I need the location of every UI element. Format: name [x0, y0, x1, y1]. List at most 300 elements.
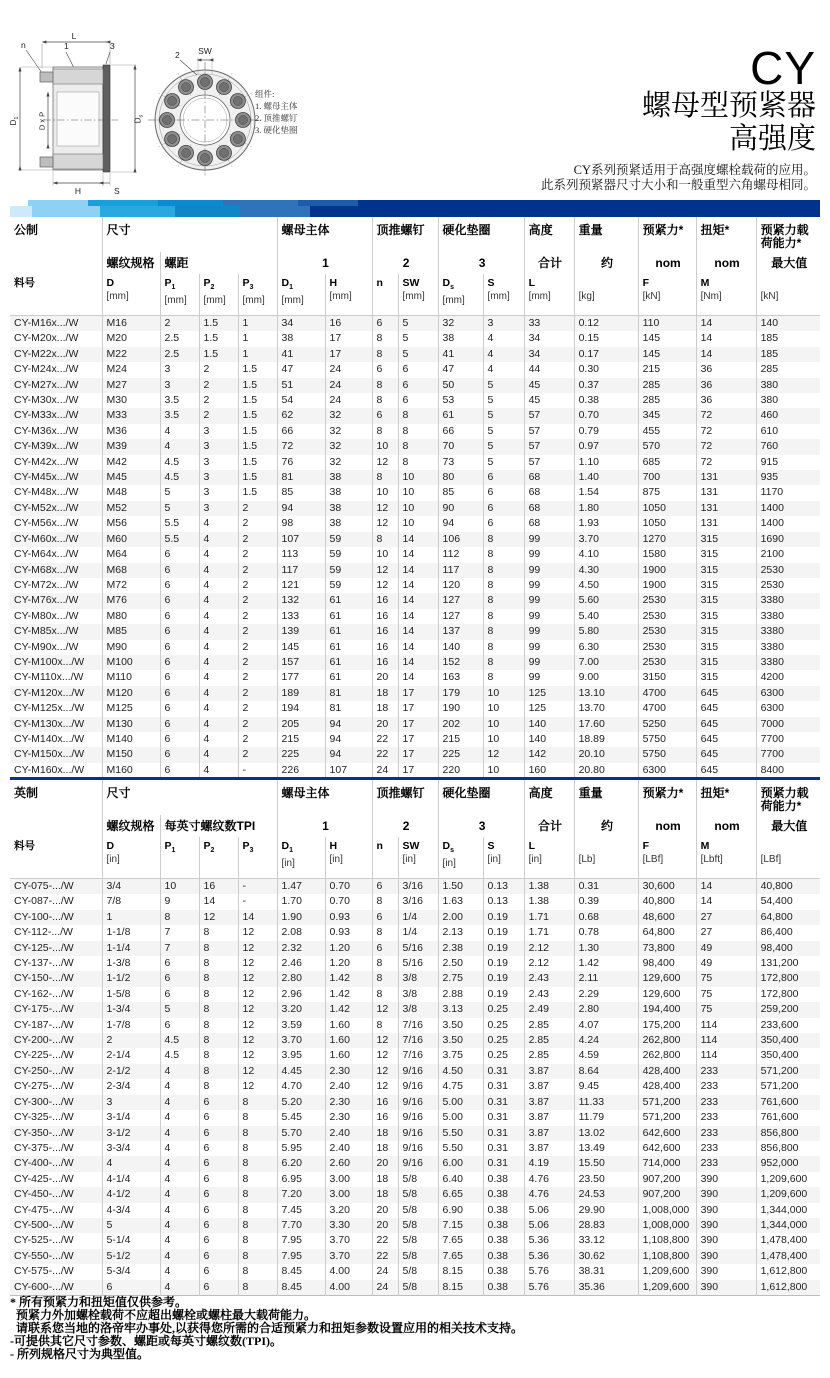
table-cell: 4200 [756, 670, 820, 685]
hardened-washer [103, 65, 110, 172]
table-cell: 6 [160, 670, 199, 685]
table-cell: 99 [524, 578, 574, 593]
table-cell: 12 [238, 987, 277, 1002]
table-cell: M16 [102, 316, 160, 332]
table-cell: 380 [756, 378, 820, 393]
table-row [10, 1064, 820, 1079]
table-cell: 10 [398, 501, 438, 516]
table-cell: 285 [638, 393, 696, 408]
table-cell: 3 [160, 362, 199, 377]
table-cell: 428,400 [638, 1079, 696, 1094]
table-cell: 3.70 [325, 1249, 372, 1264]
table-cell: 8 [238, 1203, 277, 1218]
table-cell: 4.50 [574, 578, 638, 593]
table-cell: 8.15 [438, 1264, 483, 1279]
table-cell: 16 [372, 593, 398, 608]
table-cell: 8 [199, 987, 238, 1002]
table-cell: 8 [372, 331, 398, 346]
table-cell: 20 [372, 1156, 398, 1171]
table-cell: 2530 [638, 593, 696, 608]
table-cell: 14 [398, 640, 438, 655]
table-cell: 2.43 [524, 971, 574, 986]
table-cell: 5.50 [438, 1126, 483, 1141]
table-cell: 6.30 [574, 640, 638, 655]
table-cell: 202 [438, 717, 483, 732]
table-cell: 3 [102, 1095, 160, 1110]
brand-bar-segment [32, 206, 100, 217]
table-cell: 172,800 [756, 987, 820, 1002]
table-cell: 0.70 [574, 408, 638, 423]
table-cell: 8 [372, 894, 398, 909]
table-cell: CY-M48x.../W [14, 486, 79, 499]
column-header: nom [638, 815, 696, 837]
table-cell: 4 [160, 1110, 199, 1125]
table-cell: 1-7/8 [102, 1018, 160, 1033]
table-cell: 1900 [638, 563, 696, 578]
table-cell: 1.20 [325, 941, 372, 956]
table-cell: 6 [160, 578, 199, 593]
table-cell: 99 [524, 532, 574, 547]
table-cell: 0.31 [483, 1126, 524, 1141]
table-cell: 8 [483, 655, 524, 670]
table-cell: CY-500-.../W [14, 1218, 74, 1231]
table-cell: CY-325-.../W [14, 1111, 74, 1124]
table-cell: 6.00 [438, 1156, 483, 1171]
column-header: 2 [372, 252, 438, 274]
table-row [10, 331, 820, 346]
table-cell: 35.36 [574, 1280, 638, 1296]
table-cell: 5.20 [277, 1095, 325, 1110]
table-cell: CY-M90x.../W [14, 640, 79, 653]
table-cell: 8 [199, 956, 238, 971]
table-cell: 390 [696, 1280, 756, 1296]
table-cell: 10 [483, 763, 524, 779]
table-cell: 8 [238, 1172, 277, 1187]
table-cell: 2.40 [325, 1126, 372, 1141]
description-line: CY系列预紧适用于高强度螺栓载荷的应用。 [573, 163, 816, 177]
table-cell: 110 [638, 316, 696, 332]
table-cell: CY-550-.../W [14, 1249, 74, 1262]
table-cell: 6 [398, 362, 438, 377]
table-cell: 61 [325, 655, 372, 670]
brand-bar-segment [310, 206, 820, 217]
table-cell: 6 [199, 1126, 238, 1141]
table-cell: 17 [398, 686, 438, 701]
table-cell: CY-150-.../W [14, 972, 74, 985]
table-cell: 32 [325, 455, 372, 470]
table-cell: 1 [238, 347, 277, 362]
table-cell: 1.5 [238, 439, 277, 454]
table-cell: 2 [238, 609, 277, 624]
table-cell: - [238, 894, 277, 909]
table-row [10, 670, 820, 685]
table-row [10, 1110, 820, 1125]
table-cell: M76 [102, 593, 160, 608]
table-cell: 1.5 [238, 393, 277, 408]
table-cell: M80 [102, 609, 160, 624]
table-cell: 2.43 [524, 987, 574, 1002]
table-cell: 8 [483, 593, 524, 608]
table-cell: 80 [438, 470, 483, 485]
table-cell: 3.87 [524, 1110, 574, 1125]
table-cell: 2 [238, 593, 277, 608]
table-cell: 8 [398, 408, 438, 423]
table-cell: 6 [199, 1218, 238, 1233]
table-cell: 0.93 [325, 910, 372, 925]
table-cell: 2.29 [574, 987, 638, 1002]
table-cell: 47 [277, 362, 325, 377]
table-cell: 98,400 [638, 956, 696, 971]
table-cell: 2.30 [325, 1095, 372, 1110]
table-cell: 17 [325, 347, 372, 362]
column-header: 重量 [574, 217, 638, 252]
table-cell: 1.60 [325, 1033, 372, 1048]
table-cell: 145 [277, 640, 325, 655]
column-header: [kg] [574, 274, 638, 316]
table-cell: 4 [102, 1156, 160, 1171]
column-header: 最大值 [756, 815, 820, 837]
column-header: SW [in] [398, 837, 438, 879]
table-cell: 1,344,000 [756, 1218, 820, 1233]
table-row [10, 686, 820, 701]
table-cell: 1580 [638, 547, 696, 562]
table-cell: 1050 [638, 516, 696, 531]
table-cell: 2.12 [524, 956, 574, 971]
table-cell: 6 [199, 1249, 238, 1264]
table-cell: 70 [438, 439, 483, 454]
table-cell: M48 [102, 485, 160, 500]
table-cell: 4 [160, 1172, 199, 1187]
table-row [10, 501, 820, 516]
table-cell: CY-100-.../W [14, 910, 74, 923]
table-cell: 4 [160, 1126, 199, 1141]
table-cell: 3-3/4 [102, 1141, 160, 1156]
table-cell: 390 [696, 1264, 756, 1279]
part-label-3: 3 [110, 41, 115, 51]
table-cell: 285 [756, 362, 820, 377]
table-cell: 4 [483, 362, 524, 377]
table-cell: 3.20 [325, 1203, 372, 1218]
table-cell: 4 [199, 563, 238, 578]
table-cell: 645 [696, 701, 756, 716]
table-cell: 1.5 [238, 378, 277, 393]
table-cell: M68 [102, 563, 160, 578]
table-cell: M52 [102, 501, 160, 516]
table-cell: 233 [696, 1079, 756, 1094]
table-cell: 125 [524, 686, 574, 701]
table-cell: 20 [372, 1218, 398, 1233]
column-header: 1 [277, 815, 372, 837]
table-cell: 17 [398, 763, 438, 779]
table-cell: 4 [160, 1141, 199, 1156]
table-cell: 12 [238, 1048, 277, 1063]
table-cell: 2 [238, 578, 277, 593]
table-cell: 5 [102, 1218, 160, 1233]
table-cell: CY-162-.../W [14, 987, 74, 1000]
table-cell: 14 [696, 331, 756, 346]
table-cell: 1,008,000 [638, 1218, 696, 1233]
table-cell: 12 [238, 1033, 277, 1048]
table-cell: CY-M110x.../W [14, 671, 84, 684]
table-cell: 66 [438, 424, 483, 439]
table-cell: 114 [696, 1033, 756, 1048]
table-cell: 6 [199, 1095, 238, 1110]
column-header: H [in] [325, 837, 372, 879]
table-cell: 131,200 [756, 956, 820, 971]
table-cell: 20.10 [574, 747, 638, 762]
table-cell: M30 [102, 393, 160, 408]
table-cell: 571,200 [638, 1110, 696, 1125]
table-cell: 1,612,800 [756, 1264, 820, 1279]
table-row [10, 1156, 820, 1171]
table-cell: 14 [696, 894, 756, 909]
table-cell: 2.30 [325, 1064, 372, 1079]
table-cell: 2 [238, 624, 277, 639]
table-cell: 315 [696, 624, 756, 639]
table-cell: M20 [102, 331, 160, 346]
table-cell: 7 [160, 925, 199, 940]
table-row [10, 609, 820, 624]
table-cell: 1400 [756, 501, 820, 516]
table-cell: 2530 [756, 578, 820, 593]
table-cell: 645 [696, 763, 756, 779]
table-cell: 2 [199, 393, 238, 408]
table-cell: CY-M85x.../W [14, 625, 79, 638]
table-cell: 907,200 [638, 1172, 696, 1187]
table-cell: 18 [372, 1141, 398, 1156]
table-cell: 1/4 [398, 910, 438, 925]
column-header: F [kN] [638, 274, 696, 316]
table-cell: 32 [325, 424, 372, 439]
table-cell: 12 [238, 956, 277, 971]
table-cell: 2.50 [438, 956, 483, 971]
table-cell: CY-M33x.../W [14, 409, 79, 422]
table-cell: 0.25 [483, 1033, 524, 1048]
table-cell: 30,600 [638, 879, 696, 895]
table-cell: 6 [160, 732, 199, 747]
column-header: 重量 [574, 779, 638, 816]
table-cell: CY-M130x.../W [14, 717, 85, 730]
table-row [10, 894, 820, 909]
table-cell: 107 [277, 532, 325, 547]
table-cell: 1 [238, 316, 277, 332]
table-cell: 7.65 [438, 1233, 483, 1248]
table-cell: 120 [438, 578, 483, 593]
table-cell: 8 [199, 971, 238, 986]
table-cell: 4 [160, 1280, 199, 1296]
table-cell: 761,600 [756, 1110, 820, 1125]
table-cell: 5/8 [398, 1172, 438, 1187]
table-cell: 6 [372, 879, 398, 895]
table-cell: 11.79 [574, 1110, 638, 1125]
table-cell: 2 [238, 670, 277, 685]
table-cell: M27 [102, 378, 160, 393]
table-cell: 160 [524, 763, 574, 779]
table-cell: 570 [638, 439, 696, 454]
table-cell: 5 [398, 331, 438, 346]
table-cell: 315 [696, 670, 756, 685]
table-cell: 7.00 [574, 655, 638, 670]
table-cell: 642,600 [638, 1141, 696, 1156]
column-header: L [in] [524, 837, 574, 879]
table-cell: 5.00 [438, 1110, 483, 1125]
table-cell: 57 [524, 439, 574, 454]
column-header: 扭矩* [696, 779, 756, 816]
table-cell: 1-1/4 [102, 941, 160, 956]
table-cell: 6 [160, 655, 199, 670]
table-cell: CY-M20x.../W [14, 332, 79, 345]
table-cell: 12 [372, 1064, 398, 1079]
table-cell: 4.5 [160, 1048, 199, 1063]
table-cell: 33 [524, 316, 574, 332]
table-cell: 14 [696, 347, 756, 362]
table-cell: 7700 [756, 732, 820, 747]
column-header: D [in] [102, 837, 160, 879]
table-cell: 1.71 [524, 925, 574, 940]
table-cell: 38 [438, 331, 483, 346]
table-cell: 215 [638, 362, 696, 377]
table-cell: 94 [438, 516, 483, 531]
table-cell: M36 [102, 424, 160, 439]
table-cell: 1.5 [238, 424, 277, 439]
table-cell: 345 [638, 408, 696, 423]
table-cell: 1,344,000 [756, 1203, 820, 1218]
table-cell: CY-M150x.../W [14, 748, 85, 761]
table-cell: 145 [638, 347, 696, 362]
table-cell: 315 [696, 655, 756, 670]
table-cell: 3.75 [438, 1048, 483, 1063]
table-cell: 61 [325, 609, 372, 624]
table-cell: 5.70 [277, 1126, 325, 1141]
table-cell: 1-3/4 [102, 1002, 160, 1017]
table-cell: 75 [696, 971, 756, 986]
table-cell: 2530 [638, 640, 696, 655]
table-cell: 45 [524, 378, 574, 393]
table-cell: 8 [238, 1280, 277, 1296]
column-header: 公制 [14, 223, 39, 237]
table-cell: 315 [696, 563, 756, 578]
table-cell: 14 [398, 655, 438, 670]
table-cell: 24 [372, 763, 398, 779]
table-cell: 6 [483, 501, 524, 516]
table-cell: 2 [238, 516, 277, 531]
table-cell: 85 [438, 485, 483, 500]
imperial-table [10, 777, 820, 1296]
table-cell: 38 [277, 331, 325, 346]
table-cell: M110 [102, 670, 160, 685]
table-cell: 4.50 [438, 1064, 483, 1079]
legend-item: 1. 螺母主体 [255, 101, 298, 111]
table-cell: 935 [756, 470, 820, 485]
table-cell: 68 [524, 485, 574, 500]
table-cell: 10 [483, 717, 524, 732]
column-header: $P_1$ [mm] [160, 274, 199, 316]
table-cell: - [238, 879, 277, 895]
table-cell: 0.39 [574, 894, 638, 909]
table-row [10, 879, 820, 895]
table-cell: 14 [398, 670, 438, 685]
column-header: S [in] [483, 837, 524, 879]
table-cell: 5 [398, 347, 438, 362]
table-cell: 137 [438, 624, 483, 639]
table-cell: 3 [199, 485, 238, 500]
table-cell: 2.80 [574, 1002, 638, 1017]
table-cell: 0.19 [483, 941, 524, 956]
table-cell: 5.95 [277, 1141, 325, 1156]
table-cell: 315 [696, 609, 756, 624]
table-cell: CY-175-.../W [14, 1003, 74, 1016]
table-cell: 3.87 [524, 1079, 574, 1094]
table-cell: 72 [277, 439, 325, 454]
table-cell: 350,400 [756, 1033, 820, 1048]
table-cell: 0.19 [483, 987, 524, 1002]
table-cell: 14 [696, 316, 756, 332]
table-cell: 7/16 [398, 1048, 438, 1063]
table-cell: 760 [756, 439, 820, 454]
table-cell: 233 [696, 1156, 756, 1171]
table-cell: 6 [160, 763, 199, 779]
table-cell: 4.30 [574, 563, 638, 578]
column-header: $D_1$ [in] [277, 837, 325, 879]
column-header: 料号 [10, 837, 102, 879]
table-cell: 3380 [756, 655, 820, 670]
table-cell: 30.62 [574, 1249, 638, 1264]
table-cell: M140 [102, 732, 160, 747]
table-cell: 1-5/8 [102, 987, 160, 1002]
table-cell: 4.76 [524, 1187, 574, 1202]
table-cell: 5/8 [398, 1203, 438, 1218]
table-cell: 23.50 [574, 1172, 638, 1187]
table-cell: 3.20 [277, 1002, 325, 1017]
table-cell: 5-1/2 [102, 1249, 160, 1264]
table-cell: 7/8 [102, 894, 160, 909]
table-cell: 99 [524, 547, 574, 562]
legend-item: 3. 硬化垫圈 [255, 125, 298, 135]
column-header: [kN] [756, 274, 820, 316]
table-cell: 114 [696, 1018, 756, 1033]
table-cell: 4700 [638, 701, 696, 716]
table-cell: 571,200 [756, 1079, 820, 1094]
table-row [10, 971, 820, 986]
table-row [10, 455, 820, 470]
table-row [10, 640, 820, 655]
table-cell: 14 [398, 532, 438, 547]
table-cell: 2.46 [277, 956, 325, 971]
table-cell: 5.5 [160, 532, 199, 547]
table-cell: 24 [372, 1264, 398, 1279]
table-cell: 10 [372, 439, 398, 454]
table-cell: 6 [372, 362, 398, 377]
table-cell: 6 [160, 640, 199, 655]
table-cell: 4 [160, 1218, 199, 1233]
table-cell: 85 [277, 485, 325, 500]
table-cell: 3.50 [438, 1033, 483, 1048]
table-cell: 5 [483, 455, 524, 470]
table-cell: 315 [696, 578, 756, 593]
table-cell: 233,600 [756, 1018, 820, 1033]
table-cell: 12 [372, 1048, 398, 1063]
table-cell: 129,600 [638, 987, 696, 1002]
table-cell: 761,600 [756, 1095, 820, 1110]
table-cell: 163 [438, 670, 483, 685]
table-cell: 41 [438, 347, 483, 362]
table-cell: 645 [696, 686, 756, 701]
table-cell: 75 [696, 987, 756, 1002]
table-cell: 51 [277, 378, 325, 393]
table-cell: M100 [102, 655, 160, 670]
table-cell: 7000 [756, 717, 820, 732]
column-header: 预紧力载荷能力* [756, 779, 820, 816]
